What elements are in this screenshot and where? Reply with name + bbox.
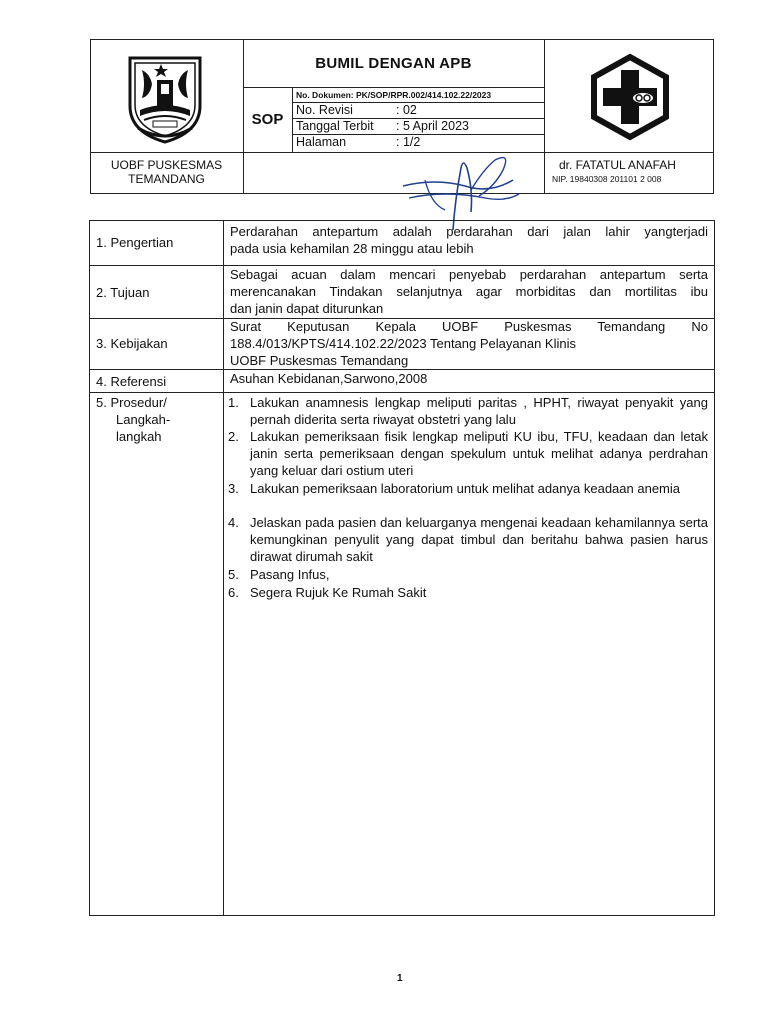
step-text: Lakukan pemeriksaan fisik lengkap meliputi KU ibu, TFU, keadaan dan letak janin serta pemeriksaan dengan spekulum untuk melihat adanya perdrahan yang keluar dari ostium uteri [250, 429, 708, 478]
procedure-step [228, 480, 708, 514]
step-number: 2. [228, 429, 239, 444]
header-divider-right [544, 39, 545, 194]
tujuan-label: 2. Tujuan [96, 285, 150, 300]
header-divider-title [243, 87, 544, 88]
page-value: : 1/2 [396, 135, 421, 149]
org-name-line1: UOBF PUSKESMAS [110, 158, 223, 172]
prosedur-label-line3: langkah [116, 429, 162, 444]
kebijakan-label: 3. Kebijakan [96, 336, 168, 351]
content-column-divider [223, 220, 224, 916]
revision-value: : 02 [396, 103, 417, 117]
kebijakan-line-1: Surat Keputusan Kepala UOBF Puskesmas Temandang No [230, 319, 708, 334]
issue-date-value: : 5 April 2023 [396, 119, 469, 133]
sop-label: SOP [251, 111, 284, 128]
page-number: 1 [397, 973, 403, 984]
pengertian-label: 1. Pengertian [96, 235, 174, 250]
procedure-step [228, 514, 708, 565]
issue-date-label: Tanggal Terbit [296, 119, 374, 133]
pengertian-line-1: Perdarahan antepartum adalah perdarahan dari jalan lahir yangterjadi [230, 224, 708, 239]
signer-name: dr. FATATUL ANAFAH [559, 158, 676, 172]
step-text: Pasang Infus, [250, 567, 330, 582]
step-text: Jelaskan pada pasien dan keluarganya mengenai keadaan kehamilannya serta kemungkinan penyulit yang dapat timbul dan beritahu bahwa pasien harus dirawat dirumah sakit [250, 515, 708, 564]
step-text: Lakukan anamnesis lengkap meliputi paritas , HPHT, riwayat penyakit yang pernah diderita serta riwayat obstetri yang lalu [250, 395, 708, 427]
pengertian-line-2: pada usia kehamilan 28 minggu atau lebih [230, 241, 474, 256]
step-number: 1. [228, 395, 239, 410]
procedure-step [228, 566, 708, 583]
tujuan-line-2: merencanakan Tindakan selanjutnya agar morbiditas dan mortilitas ibu [230, 284, 708, 299]
regency-crest-logo [124, 54, 206, 144]
page-label: Halaman [296, 135, 347, 149]
kebijakan-line-2: 188.4/013/KPTS/414.102.22/2023 Tentang Pelayanan Klinis [230, 336, 576, 351]
step-text: Segera Rujuk Ke Rumah Sakit [250, 585, 427, 600]
document-title: BUMIL DENGAN APB [315, 55, 472, 72]
puskesmas-cross-logo [586, 52, 674, 142]
row-divider-4 [89, 392, 715, 393]
prosedur-label-line2: Langkah- [116, 412, 171, 427]
revision-label: No. Revisi [296, 103, 353, 117]
step-text: Lakukan pemeriksaan laboratorium untuk melihat adanya keadaan anemia [250, 481, 680, 496]
procedure-step [228, 428, 708, 479]
referensi-text: Asuhan Kebidanan,Sarwono,2008 [230, 371, 428, 386]
step-number: 3. [228, 481, 239, 496]
step-number: 6. [228, 585, 239, 600]
step-number: 5. [228, 567, 239, 582]
tujuan-line-1: Sebagai acuan dalam mencari penyebab perdarahan antepartum serta [230, 267, 708, 282]
org-name-line2: TEMANDANG [128, 172, 205, 186]
header-divider-sop [292, 87, 293, 152]
kebijakan-line-3: UOBF Puskesmas Temandang [230, 353, 409, 368]
prosedur-label-line1: 5. Prosedur/ [96, 395, 167, 410]
signer-nip: NIP. 19840308 201101 2 008 [552, 174, 662, 184]
procedure-step [228, 584, 708, 601]
document-number: No. Dokumen: PK/SOP/RPR.002/414.102.22/2023 [296, 90, 492, 100]
tujuan-line-3: dan janin dapat diturunkan [230, 301, 384, 316]
referensi-label: 4. Referensi [96, 374, 167, 389]
procedure-step [228, 394, 708, 428]
step-number: 4. [228, 515, 239, 530]
